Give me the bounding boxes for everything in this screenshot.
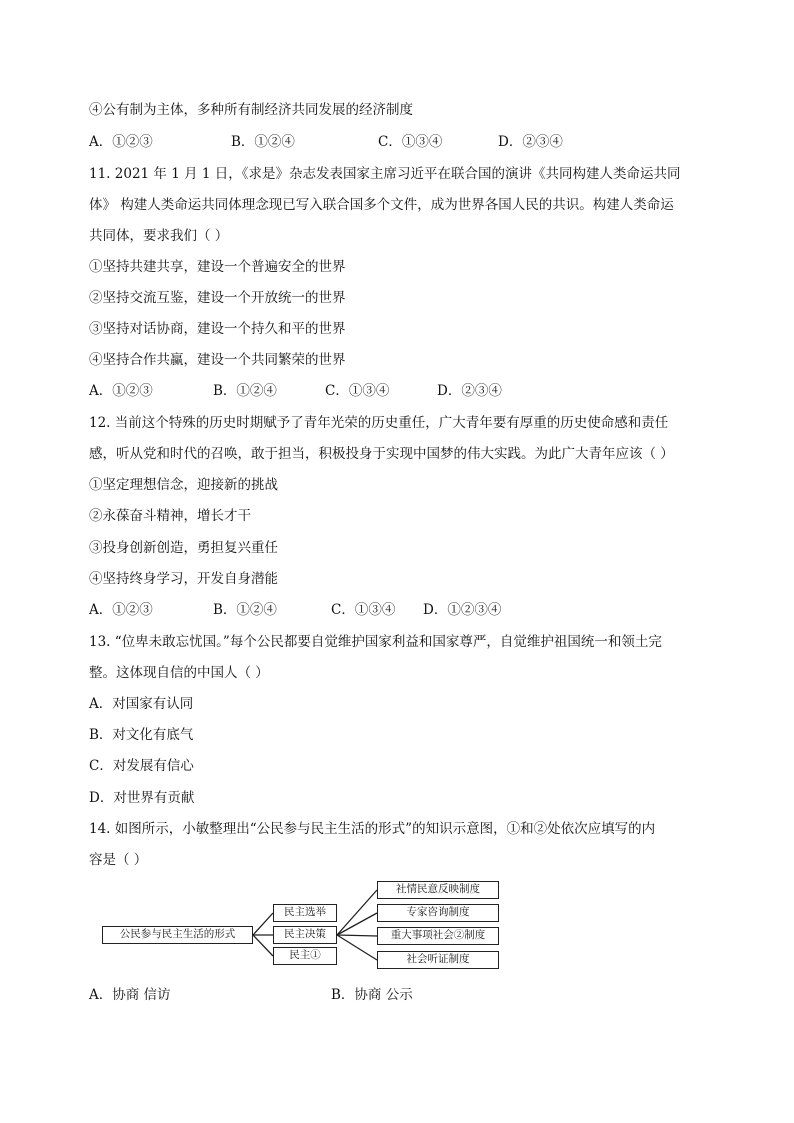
- q12-item-4: ④坚持终身学习，开发自身潜能: [89, 571, 278, 587]
- q10-option-d[interactable]: D．②③④: [498, 134, 563, 150]
- diagram-right-1: 社情民意反映制度: [377, 881, 499, 899]
- q10-option-c[interactable]: C．①③④: [378, 134, 443, 150]
- q14-option-b[interactable]: B．协商 公示: [331, 987, 413, 1003]
- connector-decision-3: [337, 935, 377, 936]
- q14-stem-line-2: 容是（ ）: [89, 852, 148, 868]
- q13-option-a[interactable]: A．对国家有认同: [89, 696, 194, 712]
- q13-stem-line-2: 整。这体现自信的中国人（ ）: [89, 665, 269, 681]
- diagram-middle-decision: 民主决策: [273, 926, 337, 944]
- knowledge-diagram: [100, 878, 505, 970]
- q10-option-a[interactable]: A．①②③: [89, 134, 153, 150]
- q11-option-d[interactable]: D．②③④: [437, 383, 502, 399]
- q10-option-b[interactable]: B．①②④: [231, 134, 295, 150]
- diagram-right-3: 重大事项社会②制度: [377, 927, 499, 945]
- q12-option-a[interactable]: A．①②③: [89, 602, 153, 618]
- q12-stem-line-2: 感，听从党和时代的召唤，敢于担当，积极投身于实现中国梦的伟大实践。为此广大青年应该（ ）: [89, 446, 674, 462]
- q12-option-c[interactable]: C．①③④: [331, 602, 396, 618]
- connector-root-election: [253, 913, 273, 935]
- q11-item-2: ②坚持交流互鉴，建设一个开放统一的世界: [89, 290, 346, 306]
- q11-option-b[interactable]: B．①②④: [213, 383, 277, 399]
- connector-root-other: [253, 935, 273, 956]
- q11-item-3: ③坚持对话协商，建设一个持久和平的世界: [89, 321, 346, 337]
- q12-option-d[interactable]: D．①②③④: [423, 602, 502, 618]
- q11-stem-line-1: 11. 2021 年 1 月 1 日，《求是》杂志发表国家主席习近平在联合国的演讲《共同构建人类命运共同: [89, 166, 681, 182]
- diagram-middle-blank-1: 民主①: [273, 947, 337, 965]
- q12-stem-line-1: 12. 当前这个特殊的历史时期赋予了青年光荣的历史重任，广大青年要有厚重的历史使命感和责任: [89, 415, 669, 431]
- q13-stem-line-1: 13. “位卑未敢忘忧国。”每个公民都要自觉维护国家利益和国家尊严，自觉维护祖国统一和领土完: [89, 634, 662, 650]
- q11-item-4: ④坚持合作共赢，建设一个共同繁荣的世界: [89, 352, 346, 368]
- q13-option-c[interactable]: C．对发展有信心: [89, 758, 194, 774]
- q11-stem-line-2: 体》 构建人类命运共同体理念现已写入联合国多个文件，成为世界各国人民的共识。构建人类命运: [89, 197, 674, 213]
- diagram-middle-election: 民主选举: [273, 904, 337, 922]
- q12-option-b[interactable]: B．①②④: [213, 602, 277, 618]
- q12-item-2: ②永葆奋斗精神，增长才干: [89, 508, 251, 524]
- q13-option-b[interactable]: B．对文化有底气: [89, 727, 194, 743]
- q13-option-d[interactable]: D．对世界有贡献: [89, 790, 195, 806]
- diagram-right-2: 专家咨询制度: [377, 904, 499, 922]
- diagram-root-box: 公民参与民主生活的形式: [102, 926, 253, 944]
- diagram-right-4: 社会听证制度: [377, 951, 499, 969]
- connector-decision-4: [337, 935, 377, 960]
- q12-item-1: ①坚定理想信念，迎接新的挑战: [89, 477, 278, 493]
- q11-item-1: ①坚持共建共享，建设一个普遍安全的世界: [89, 259, 346, 275]
- q14-option-a[interactable]: A．协商 信访: [89, 987, 171, 1003]
- connector-decision-2: [337, 913, 377, 935]
- q12-item-3: ③投身创新创造，勇担复兴重任: [89, 540, 278, 556]
- q14-stem-line-1: 14. 如图所示，小敏整理出“公民参与民主生活的形式”的知识示意图，①和②处依次应填写的内: [89, 821, 656, 837]
- q10-item-4: ④公有制为主体，多种所有制经济共同发展的经济制度: [89, 102, 413, 118]
- q11-option-c[interactable]: C．①③④: [325, 383, 390, 399]
- connector-decision-1: [337, 890, 377, 935]
- q11-option-a[interactable]: A．①②③: [89, 383, 153, 399]
- q11-stem-line-3: 共同体，要求我们（ ）: [89, 228, 229, 244]
